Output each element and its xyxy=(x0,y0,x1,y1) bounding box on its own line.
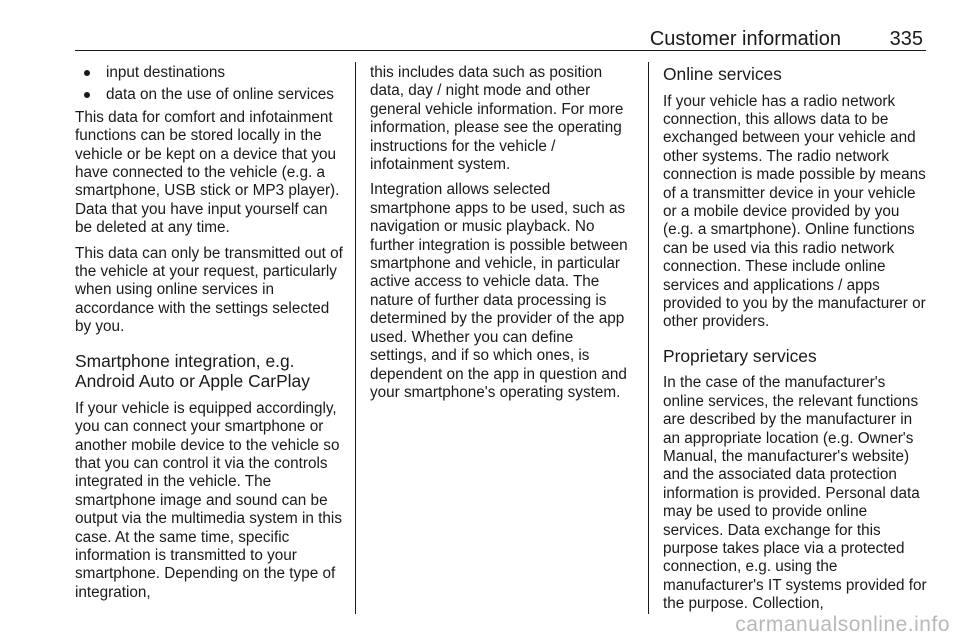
column-1 xyxy=(75,64,343,609)
column-2 xyxy=(370,64,634,409)
bullet-dot-icon xyxy=(84,70,90,76)
column-divider-2 xyxy=(648,62,649,614)
paragraph: If your vehicle has a radio network connection, this allows data to be exchanged between your vehicle and other systems. The radio network connection is made possible by means of a transmitter device in your vehicle or a mobile device provided by you (e.g. a smartphone). Online functions can be used via this radio network connection. These include online services and applications / apps provided to you by the manufacturer or other providers. xyxy=(663,92,926,331)
bullet-dot-icon xyxy=(84,92,90,98)
bullet-item xyxy=(75,64,343,82)
paragraph: Integration allows selected smartphone apps to be used, such as navigation or music playback. No further integration is possible between smartphone and vehicle, in particular active access to vehicle data. The nature of further data processing is determined by the provider of the app used. Whether you can define settings, and if so which ones, is dependent on the app in question and your smartphone's operating system. xyxy=(370,181,628,401)
paragraph: This data can only be transmitted out of the vehicle at your request, particularly when using online services in accordance with the settings selected by you. xyxy=(75,244,343,336)
page-header xyxy=(75,26,926,52)
watermark: carmanualsonline.info xyxy=(735,613,950,636)
bullet-item xyxy=(75,86,343,104)
paragraph: this includes data such as position data, day / night mode and other general vehicle information. For more information, please see the operating instructions for the vehicle / infotainment system. xyxy=(370,64,624,174)
column-3 xyxy=(663,64,929,621)
section-title: Customer information xyxy=(649,28,841,50)
section-heading: Proprietary services xyxy=(663,345,817,366)
paragraph: In the case of the manufacturer's online services, the relevant functions are described by the manufacturer in an appropriate location (e.g. Owner's Manual, the manufacturer's website) and the associated data protection information is provided. Personal data may be used to provide online services. Data exchange for this purpose takes place via a protected connection, e.g. using the manufacturer's IT systems provided for the purpose. Collection, xyxy=(663,374,927,613)
bullet-text: input destinations xyxy=(106,64,226,81)
bullet-text: data on the use of online services xyxy=(106,86,334,104)
header-rule xyxy=(75,50,926,51)
paragraph: If your vehicle is equipped accordingly, you can connect your smartphone or another mobile device to the vehicle so that you can control it via the controls integrated in the vehicle. The smartphone image and sound can be output via the multimedia system in this case. At the same time, specific information is transmitted to your smartphone. Depending on the type of integration, xyxy=(75,399,342,601)
section-heading: Smartphone integration, e.g. Android Auto or Apple CarPlay xyxy=(75,350,310,392)
page-number: 335 xyxy=(889,28,923,50)
paragraph: This data for comfort and infotainment functions can be stored locally in the vehicle or be kept on a device that you have connected to the vehicle (e.g. a smartphone, USB stick or MP3 player). Data that you have input yourself can be deleted at any time. xyxy=(75,108,340,237)
section-heading: Online services xyxy=(663,64,782,84)
column-divider-1 xyxy=(355,62,356,614)
bullet-list xyxy=(75,64,343,105)
